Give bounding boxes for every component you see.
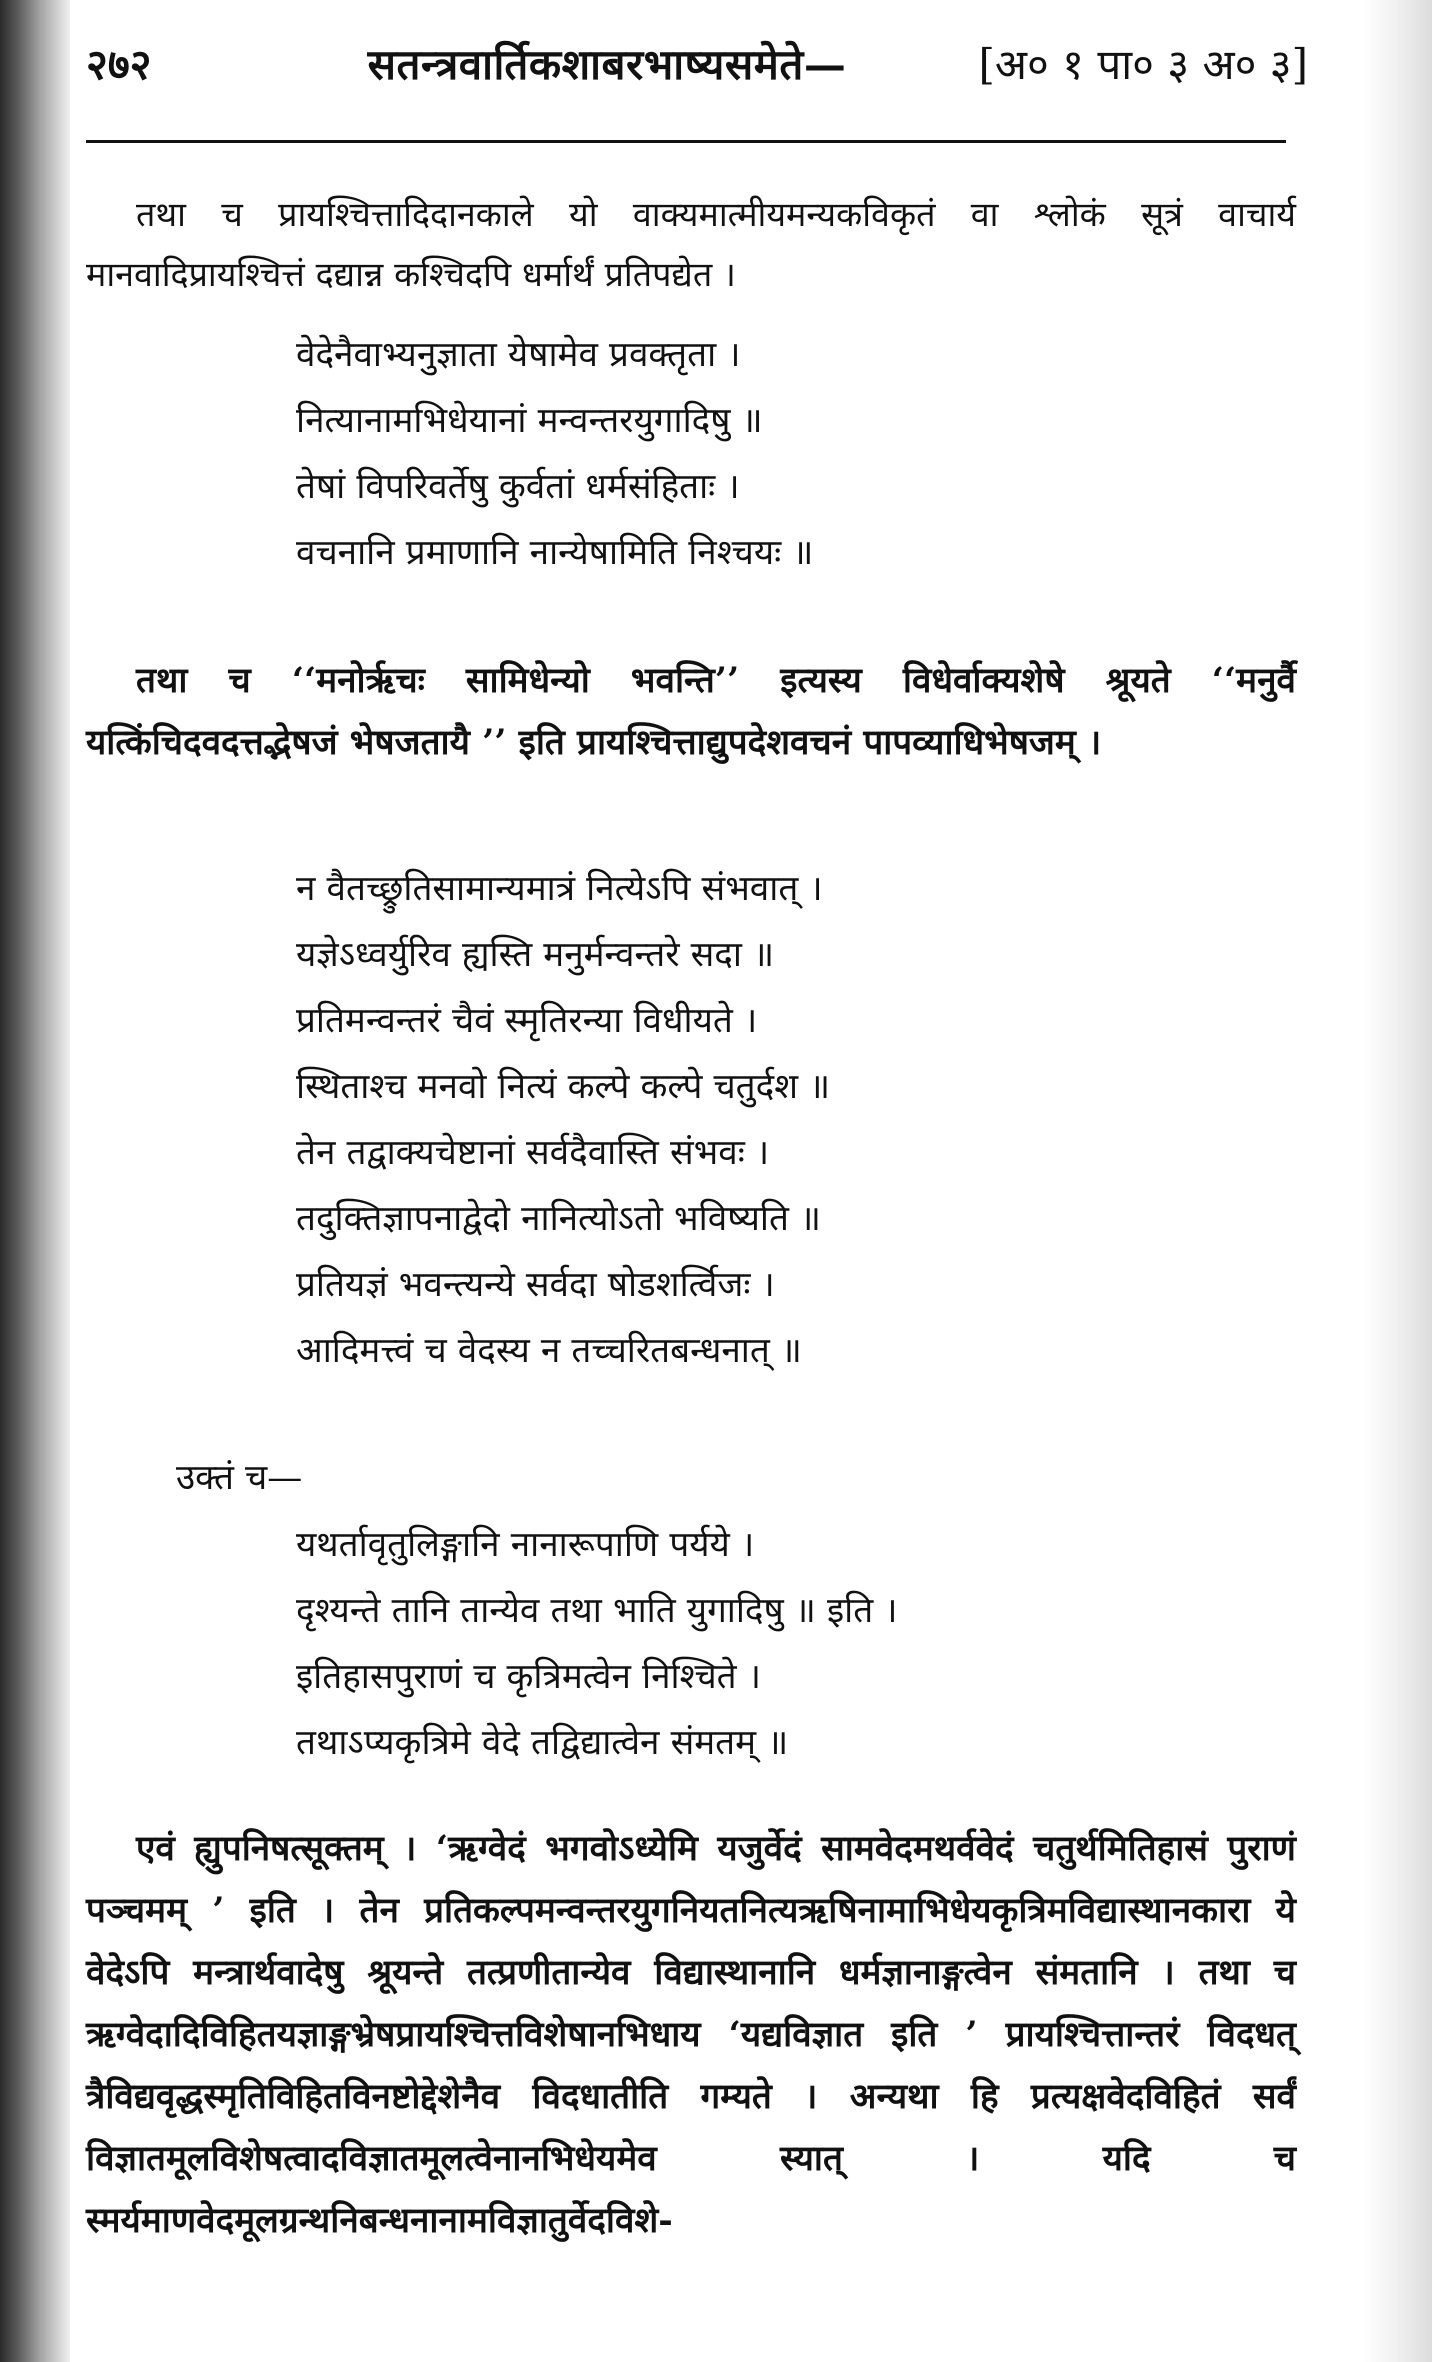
section-reference: [अ० १ पा० ३ अ० ३] [978,39,1308,89]
paragraph-1: तथा च प्रायश्चित्तादिदानकाले यो वाक्यमात्मीयमन्यकविकृतं वा श्लोकं सूत्रं वाचार्य मानवादिप्रायश्चित्तं दद्यान्न कश्चिदपि धर्मार्थं प्रतिपद्येत । [86,195,1296,295]
verse-line: वचनानि प्रमाणानि नान्येषामिति निश्चयः ॥ [296,533,814,573]
verse-line: तथाऽप्यकृत्रिमे वेदे तद्विद्यात्वेन संमतम् ॥ [296,1723,789,1763]
page-header [86,28,1308,98]
verse-line: आदिमत्त्वं च वेदस्य न तच्चरितबन्धनात् ॥ [296,1331,802,1371]
verse-line: इतिहासपुराणं च कृत्रिमत्वेन निश्चिते । [296,1657,762,1697]
scan-right-edge-shadow [1362,0,1432,2362]
paragraph-2: तथा च ‘‘मनोर्ऋचः सामिधेन्यो भवन्ति’’ इत्यस्य विधेर्वाक्यशेषे श्रूयते ‘‘मनुर्वै यत्किंचिदवदत्तद्भेषजं भेषजतायै ’’ इति प्रायश्चित्ताद्युपदेशवचनं पापव्याधिभेषजम् । [86,660,1296,763]
verse-line: यज्ञेऽध्वर्युरिव ह्यस्ति मनुर्मन्वन्तरे सदा ॥ [296,935,775,975]
verse-line: प्रतिमन्वन्तरं चैवं स्मृतिरन्या विधीयते । [296,1001,758,1041]
scan-left-edge-shadow [0,0,70,2362]
verse-block-1 [296,322,1246,586]
verse-line: प्रतियज्ञं भवन्त्यन्ये सर्वदा षोडशर्त्विजः । [296,1265,775,1305]
verse-line: तदुक्तिज्ञापनाद्वेदो नानित्योऽतो भविष्यति ॥ [296,1199,822,1239]
verse-block-3 [296,1512,1246,1776]
verse-line: नित्यानामभिधेयानां मन्वन्तरयुगादिषु ॥ [296,401,763,441]
verse-line: वेदेनैवाभ्यनुज्ञाता येषामेव प्रवक्तृता । [296,335,741,375]
verse-line: तेषां विपरिवर्तेषु कुर्वतां धर्मसंहिताः । [296,467,740,507]
running-title: सतन्त्रवार्तिकशाबरभाष्यसमेते— [367,39,847,89]
page-number: २७२ [86,39,152,89]
verse-line: यथर्तावृतुलिङ्गानि नानारूपाणि पर्यये । [296,1525,755,1565]
paragraph-3: एवं ह्युपनिषत्सूक्तम् । ‘ऋग्वेदं भगवोऽध्येमि यजुर्वेदं सामवेदमथर्ववेदं चतुर्थमितिहासं पुराणं पञ्चमम् ’ इति । तेन प्रतिकल्पमन्वन्तरयुगनियतनित्यऋषिनामाभिधेयकृत्रिमविद्यास्थानकारा ये वेदेऽपि मन्त्रार्थवादेषु श्रूयन्ते तत्प्रणीतान्येव विद्यास्थानानि धर्मज्ञानाङ्गत्वेन संमतानि । तथा च ऋग्वेदादिविहितयज्ञाङ्गभ्रेषप्रायश्चित्तविशेषानभिधाय ‘यद्यविज्ञात इति ’ प्रायश्चित्तान्तरं विदधत् त्रैविद्यवृद्धस्मृतिविहितविनष्टोद्देशेनैव विदधातीति गम्यते । अन्यथा हि प्रत्यक्षवेदविहितं सर्वं विज्ञातमूलविशेषत्वादविज्ञातमूलत्वेनानभिधेयमेव स्यात् । यदि च स्मर्यमाणवेदमूलग्रन्थनिबन्धनानामविज्ञातुर्वेदविशे- [86,1828,1296,2241]
verse-line: स्थिताश्च मनवो नित्यं कल्पे कल्पे चतुर्दश ॥ [296,1067,831,1107]
verse-line: न वैतच्छ्रुतिसामान्यमात्रं नित्येऽपि संभवात् । [296,869,823,909]
verse-line: तेन तद्वाक्यचेष्टानां सर्वदैवास्ति संभवः । [296,1133,770,1173]
header-rule [86,140,1286,143]
verse-block-2 [296,856,1246,1384]
verse-line: दृश्यन्ते तानि तान्येव तथा भाति युगादिषु ॥ इति । [296,1591,898,1631]
ukta-label: उक्तं च— [176,1458,303,1498]
book-page [86,0,1308,2362]
